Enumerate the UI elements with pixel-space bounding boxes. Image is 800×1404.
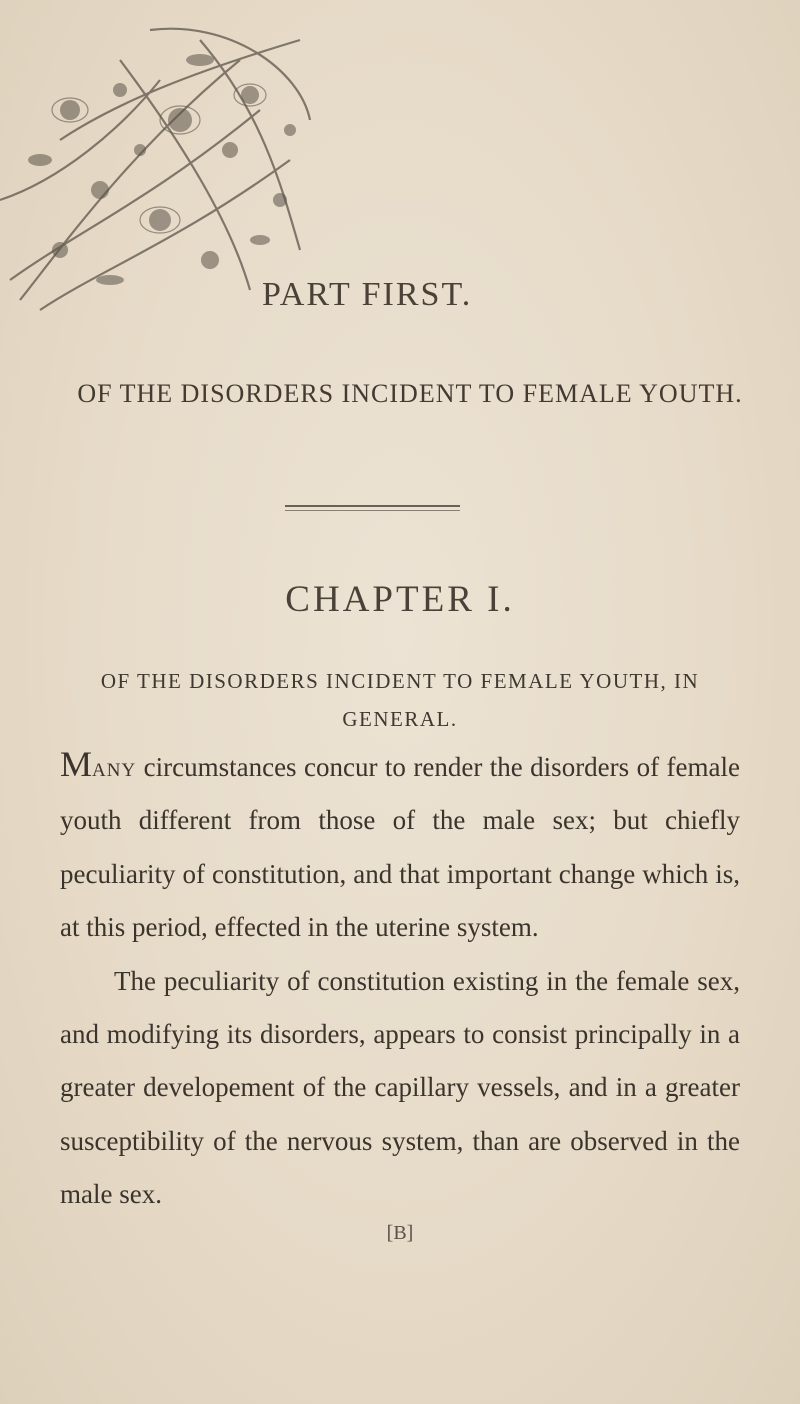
paragraph-1-text: circumstances concur to render the disorders of female youth different from those of the male sex; but chiefly peculiarity of constitution, and that important change which is, at this period, effected in the uterine system. — [60, 752, 740, 943]
paragraph-1 — [60, 738, 740, 955]
paragraph-2: The peculiarity of constitution existing in the female sex, and modifying its disorders, appears to consist principally in a greater developement of the capillary vessels, and in a greater susceptibility of the nervous system, than are observed in the male sex. — [60, 965, 740, 1210]
part-subtitle: OF THE DISORDERS INCIDENT TO FEMALE YOUTH. — [77, 379, 743, 408]
body-text — [60, 738, 740, 1222]
part-title: PART FIRST. — [262, 276, 473, 313]
signature-mark: [B] — [386, 1222, 414, 1244]
chapter-heading: CHAPTER I. — [285, 579, 515, 620]
divider-rule — [285, 505, 460, 511]
smallcaps-word: any — [92, 752, 137, 782]
chapter-subtitle: OF THE DISORDERS INCIDENT TO FEMALE YOUTH, IN GENERAL. — [100, 669, 700, 731]
drop-cap: M — [60, 744, 93, 784]
